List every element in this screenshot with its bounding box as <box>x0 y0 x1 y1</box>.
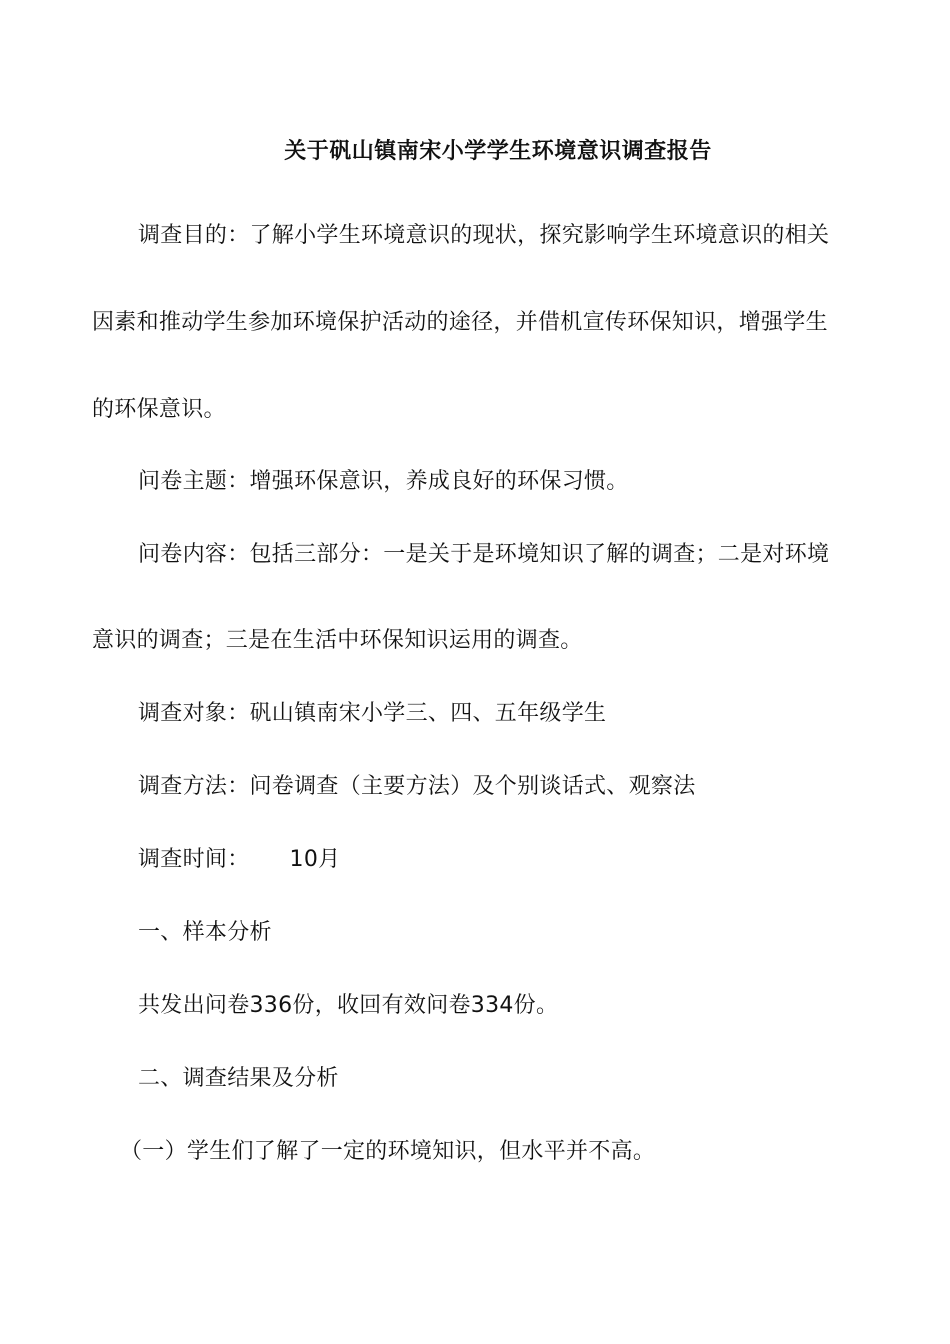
survey-time <box>138 845 340 875</box>
document-title: 关于矾山镇南宋小学学生环境意识调查报告 <box>284 139 712 164</box>
content-line-2: 意识的调查；三是在生活中环保知识运用的调查。 <box>92 628 583 653</box>
survey-time-value: 10月 <box>289 847 341 872</box>
content-line-1: 问卷内容：包括三部分：一是关于是环境知识了解的调查；二是对环境 <box>138 542 830 567</box>
questionnaire-theme: 问卷主题：增强环保意识，养成良好的环保习惯。 <box>138 469 629 494</box>
survey-method: 调查方法：问卷调查（主要方法）及个别谈话式、观察法 <box>138 774 696 799</box>
subsection-1-heading: （一）学生们了解了一定的环境知识，但水平并不高。 <box>120 1139 656 1164</box>
survey-time-label: 调查时间： <box>138 847 250 872</box>
section-1-text: 共发出问卷336份，收回有效问卷334份。 <box>138 993 559 1018</box>
section-2-heading: 二、调查结果及分析 <box>138 1066 339 1091</box>
survey-subjects: 调查对象：矾山镇南宋小学三、四、五年级学生 <box>138 701 607 726</box>
section-1-heading: 一、样本分析 <box>138 920 272 945</box>
purpose-line-2: 因素和推动学生参加环境保护活动的途径，并借机宣传环保知识，增强学生 <box>92 310 828 335</box>
purpose-line-3: 的环保意识。 <box>92 397 226 422</box>
purpose-line-1: 调查目的：了解小学生环境意识的现状，探究影响学生环境意识的相关 <box>138 223 830 248</box>
